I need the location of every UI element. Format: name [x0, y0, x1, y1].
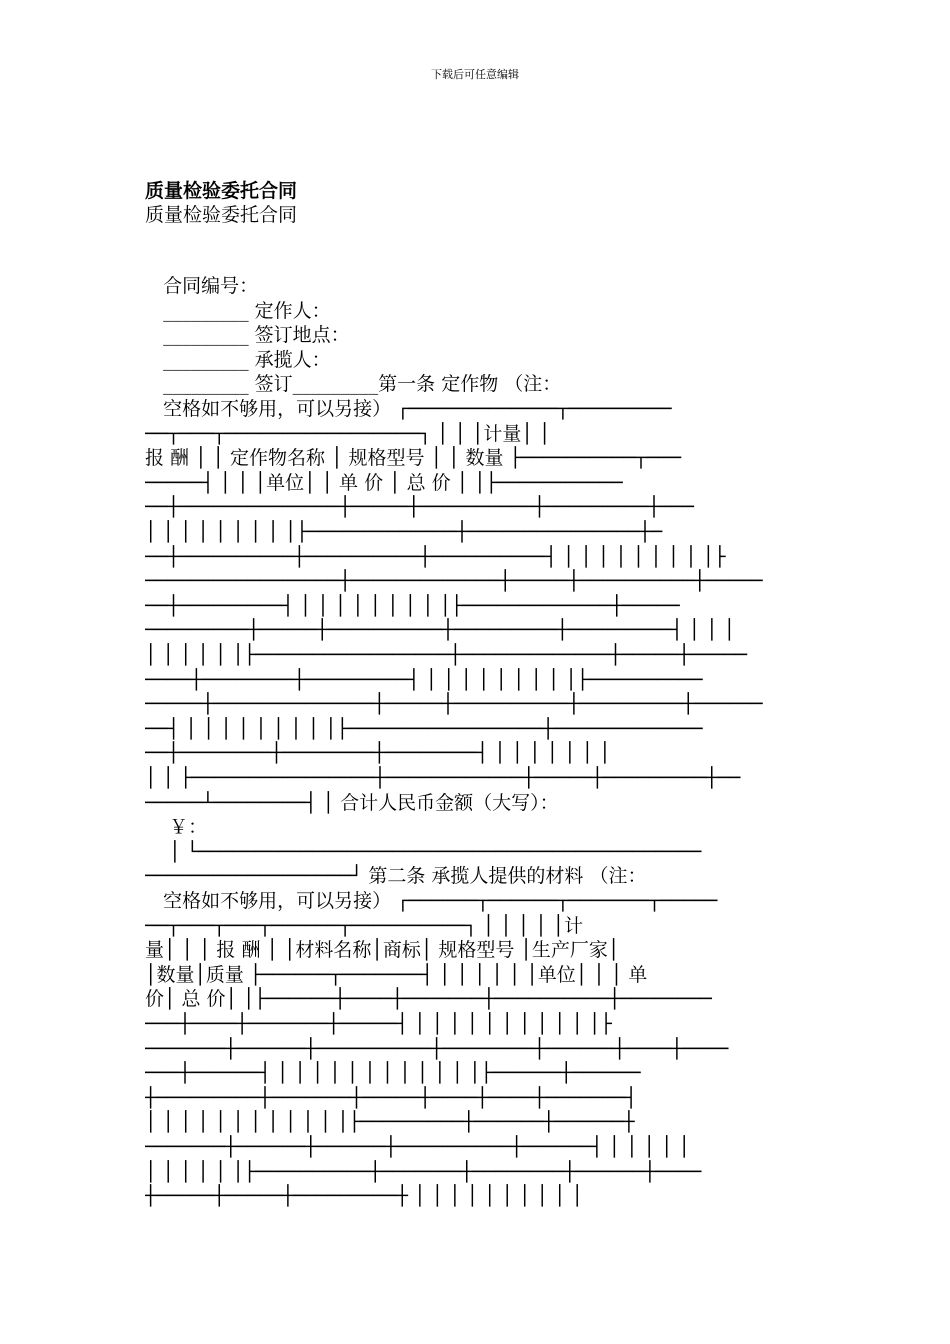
contract-line: ──┬───┬─────────────────┐ │ │ │计量│ │ [145, 422, 551, 445]
contract-line: ─────┤ │ │ │单位│ │ 单 价 │ 总 价 │ │├─────────── [145, 471, 623, 494]
contract-line: │ │ │ │ │ │ │ │ │ │ │ │├─────────┼──────┼──────┼ [145, 1111, 635, 1134]
contract-line: ┼─────┼─────┼─────────┼ │ │ │ │ │ │ │ │ │ │ [145, 1185, 583, 1208]
contract-line: ───────┼──────┼──────────┼────────┼──────┼────┼──── [145, 1037, 729, 1060]
contract-line: _________ 签订_________第一条 定作物 （注： [145, 373, 562, 396]
contract-line: ───┼────┼───────┼─────┤ │ │ │ │ │ │ │ │ │ │ │├ [145, 1013, 612, 1035]
contract-line: 空格如不够用，可以另接） ┌─────────────┬───────── [145, 398, 672, 420]
contract-line: ─────────┼─────┼──────────┼─────────┼─────────┤ │ │ │ [145, 619, 736, 642]
contract-line: _________ 定作人： [145, 299, 331, 322]
contract-line: ──┤ │ │ │ │ │ │ │ │ │├─────────────────┼───────────── [145, 717, 703, 740]
contract-line: ───┼──────┤ │ │ │ │ │ │ │ │ │ │ │ │├──────┼────── [145, 1062, 641, 1085]
page-header: 下载后可任意编辑 [431, 68, 519, 81]
contract-line: ────┼────────┼─────────┤ │ │ │ │ │ │ │ │ │├────────── [145, 668, 703, 691]
contract-line: │数量│质量 ├──────┬───────┤ │ │ │ │ │ │单位│ │ │ 单 [145, 963, 648, 986]
contract-line: 价│ 总 价│ │├──────┼────┼───────┼──────────┼──────── [145, 988, 712, 1011]
contract-line: ──┼──────────────┼─────┼──────────┼─────────┼─── [145, 496, 695, 519]
contract-line: │ │ │ │ │ │ │ │ │├─────────────┼───────────────┼─ [145, 521, 663, 543]
contract-line: ──────────────────┘ 第二条 承揽人提供的材料 （注： [145, 865, 647, 888]
contract-line: │ │ │ │ │ │├──────────┼───────┼────────┼──────┼──── [145, 1160, 702, 1183]
contract-line: │ │ │ │ │ │├─────────────────┼─────────────┼─────┼───── [145, 644, 748, 666]
contract-line: ──┼────────┼────────┼────────┤ │ │ │ │ │ │ │ [145, 742, 611, 765]
contract-line: _________ 签订地点： [145, 324, 350, 347]
contract-line: ─────┴────────┤ │ 合计人民币金额（大写）： [145, 791, 559, 814]
document-title-bold: 质量检验委托合同 [145, 180, 298, 202]
contract-line: │ └──────────────────────────────────────────── [145, 840, 702, 863]
contract-line: 空格如不够用，可以另接） ┌──────┬──────┬───────┬───── [145, 890, 718, 912]
contract-line: _________ 承揽人： [145, 348, 331, 371]
contract-line: ┼─────────┼───────┼─────┼────┼────┼───────┤ [145, 1086, 637, 1109]
contract-line: 量│ │ │ 报 酬 │ │材料名称│商标│ 规格型号 │生产厂家│ [145, 939, 620, 962]
contract-line: ───────┼──────┼──────┼──────────┼──────┤ │ │ │ │ │ [145, 1136, 690, 1158]
contract-line: ──┼──────────┼──────────┼──────────┤ │ │ │ │ │ │ │ │ │├ [145, 545, 726, 568]
document-title: 质量检验委托合同 [145, 204, 298, 226]
contract-line: ─────┼──────────────┼─────┼──────────┼─────────┼────── [145, 693, 763, 716]
contract-line: 报 酬 │ │ 定作物名称 │ 规格型号 │ │ 数量 ├──────────┬─── [145, 447, 682, 470]
contract-line: ──┼─────────┤ │ │ │ │ │ │ │ │ │├─────────────┼───── [145, 594, 680, 617]
contract-line: 合同编号： [145, 275, 259, 297]
contract-line: ￥： [145, 816, 208, 839]
contract-line: │ │ ├────────────────┼────────────┼─────┼─────────┼── [145, 767, 741, 789]
contract-line: ─────────────────┼─────────────┼─────┼──────────┼───── [145, 570, 763, 593]
contract-line: ──┬───┬───┬──────┬──────────┐ │ │ │ │ │计 [145, 914, 584, 937]
